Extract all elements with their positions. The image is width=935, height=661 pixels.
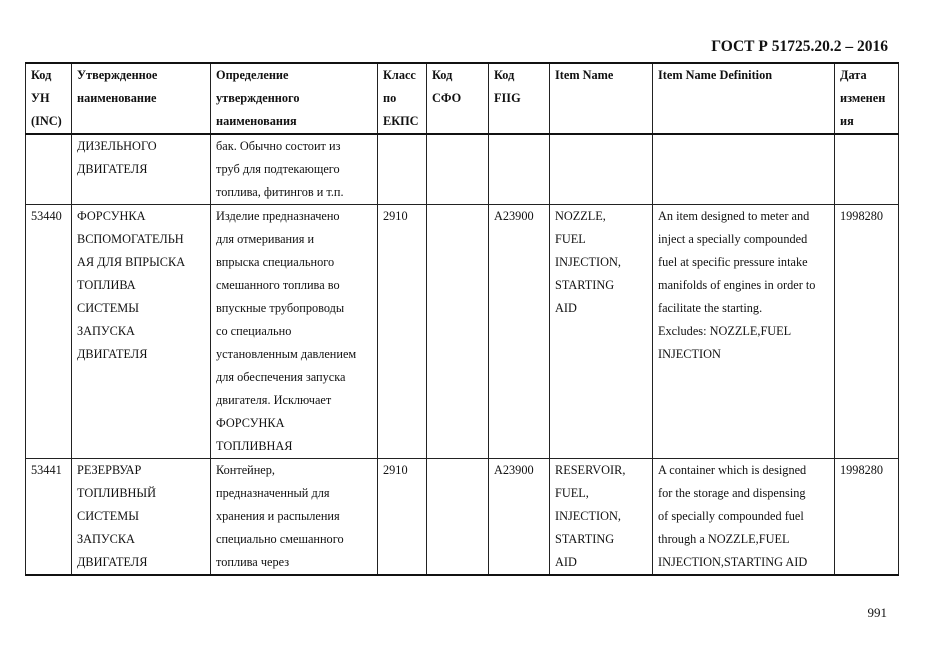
cell-line: A23900 [494, 463, 534, 477]
column-header-line: ЕКПС [383, 114, 419, 128]
column-header-line: наименование [77, 91, 157, 105]
cell-line: специально смешанного [216, 532, 344, 546]
table-cell [489, 134, 550, 205]
cell-line: Excludes: NOZZLE,FUEL [658, 324, 792, 338]
cell-line: Изделие предназначено [216, 209, 340, 223]
column-header [211, 63, 378, 134]
table-cell [653, 459, 835, 576]
cell-line: ФОРСУНКА [77, 209, 146, 223]
column-header [427, 63, 489, 134]
table-cell [72, 205, 211, 459]
table-cell [427, 459, 489, 576]
cell-line: 53441 [31, 463, 62, 477]
cell-line: FUEL, [555, 486, 589, 500]
cell-line: of specially compounded fuel [658, 509, 804, 523]
table-cell [378, 459, 427, 576]
cell-line: INJECTION, [555, 255, 621, 269]
column-header [26, 63, 72, 134]
catalog-table [25, 62, 899, 576]
column-header [550, 63, 653, 134]
cell-line: ДВИГАТЕЛЯ [77, 555, 148, 569]
column-header-line: Item Name Definition [658, 68, 773, 82]
table-cell [211, 205, 378, 459]
table-cell [72, 459, 211, 576]
cell-line: топлива через [216, 555, 290, 569]
column-header-line: (INC) [31, 114, 62, 128]
cell-line: 53440 [31, 209, 62, 223]
table-cell [378, 205, 427, 459]
table-cell [211, 134, 378, 205]
table-cell [489, 205, 550, 459]
cell-line: FUEL [555, 232, 586, 246]
cell-line: Контейнер, [216, 463, 275, 477]
cell-line: со специально [216, 324, 292, 338]
table-row [26, 205, 899, 459]
table-row [26, 459, 899, 576]
cell-line: труб для подтекающего [216, 162, 340, 176]
cell-line: An item designed to meter and [658, 209, 810, 223]
cell-line: ДВИГАТЕЛЯ [77, 347, 148, 361]
column-header-line: утвержденного [216, 91, 300, 105]
table-cell [653, 205, 835, 459]
column-header-line: ия [840, 114, 854, 128]
cell-line: ДВИГАТЕЛЯ [77, 162, 148, 176]
cell-line: ТОПЛИВА [77, 278, 136, 292]
table-row [26, 134, 899, 205]
cell-line: 2910 [383, 209, 408, 223]
table-cell [211, 459, 378, 576]
cell-line: STARTING [555, 278, 615, 292]
table-cell [26, 459, 72, 576]
page-number: 991 [867, 605, 887, 620]
cell-line: ЗАПУСКА [77, 324, 135, 338]
table-body [26, 134, 899, 575]
cell-line: 1998280 [840, 209, 884, 223]
cell-line: 1998280 [840, 463, 884, 477]
cell-line: хранения и распыления [216, 509, 340, 523]
table-cell [550, 205, 653, 459]
table-cell [26, 205, 72, 459]
cell-line: ЗАПУСКА [77, 532, 135, 546]
cell-line: РЕЗЕРВУАР [77, 463, 142, 477]
column-header-line: СФО [432, 91, 462, 105]
column-header [489, 63, 550, 134]
cell-line: бак. Обычно состоит из [216, 139, 341, 153]
table-cell [26, 134, 72, 205]
column-header [835, 63, 899, 134]
cell-line: INJECTION,STARTING AID [658, 555, 808, 569]
column-header-line: Код [494, 68, 515, 82]
cell-line: СИСТЕМЫ [77, 301, 139, 315]
table-cell [653, 134, 835, 205]
cell-line: установленным давлением [216, 347, 357, 361]
cell-line: для обеспечения запуска [216, 370, 346, 384]
cell-line: RESERVOIR, [555, 463, 626, 477]
column-header-line: Код [432, 68, 453, 82]
column-header-line: Определение [216, 68, 289, 82]
cell-line: смешанного топлива во [216, 278, 340, 292]
cell-line: inject a specially compounded [658, 232, 808, 246]
cell-line: INJECTION [658, 347, 721, 361]
cell-line: предназначенный для [216, 486, 330, 500]
cell-line: ДИЗЕЛЬНОГО [77, 139, 157, 153]
column-header [72, 63, 211, 134]
cell-line: впрыска специального [216, 255, 335, 269]
column-header-line: Код [31, 68, 52, 82]
cell-line: ТОПЛИВНЫЙ [77, 486, 157, 500]
cell-line: INJECTION, [555, 509, 621, 523]
column-header-line: наименования [216, 114, 297, 128]
table-cell [835, 459, 899, 576]
cell-line: АЯ ДЛЯ ВПРЫСКА [77, 255, 186, 269]
standard-header: ГОСТ Р 51725.20.2 – 2016 [711, 38, 888, 55]
table-cell [72, 134, 211, 205]
table-cell [550, 134, 653, 205]
column-header-line: Утвержденное [77, 68, 158, 82]
cell-line: STARTING [555, 532, 615, 546]
column-header [653, 63, 835, 134]
column-header-line: FIIG [494, 91, 521, 105]
cell-line: ФОРСУНКА [216, 416, 285, 430]
table-cell [835, 134, 899, 205]
table-cell [427, 205, 489, 459]
header-row [26, 63, 899, 134]
cell-line: впускные трубопроводы [216, 301, 345, 315]
cell-line: through a NOZZLE,FUEL [658, 532, 790, 546]
cell-line: СИСТЕМЫ [77, 509, 139, 523]
cell-line: ТОПЛИВНАЯ [216, 439, 293, 453]
column-header-line: Item Name [555, 68, 614, 82]
table-cell [427, 134, 489, 205]
table-cell [835, 205, 899, 459]
cell-line: for the storage and dispensing [658, 486, 806, 500]
cell-line: facilitate the starting. [658, 301, 763, 315]
cell-line: 2910 [383, 463, 408, 477]
cell-line: ВСПОМОГАТЕЛЬН [77, 232, 184, 246]
cell-line: NOZZLE, [555, 209, 606, 223]
column-header-line: Класс [383, 68, 416, 82]
table-cell [489, 459, 550, 576]
cell-line: manifolds of engines in order to [658, 278, 816, 292]
cell-line: топлива, фитингов и т.п. [216, 185, 344, 199]
cell-line: fuel at specific pressure intake [658, 255, 808, 269]
cell-line: для отмеривания и [216, 232, 315, 246]
column-header-line: по [383, 91, 397, 105]
column-header-line: Дата [840, 68, 867, 82]
column-header-line: УН [31, 91, 50, 105]
cell-line: AID [555, 555, 577, 569]
cell-line: двигателя. Исключает [216, 393, 332, 407]
table-cell [378, 134, 427, 205]
table-cell [550, 459, 653, 576]
column-header-line: изменен [840, 91, 886, 105]
cell-line: A23900 [494, 209, 534, 223]
cell-line: A container which is designed [658, 463, 807, 477]
cell-line: AID [555, 301, 577, 315]
column-header [378, 63, 427, 134]
